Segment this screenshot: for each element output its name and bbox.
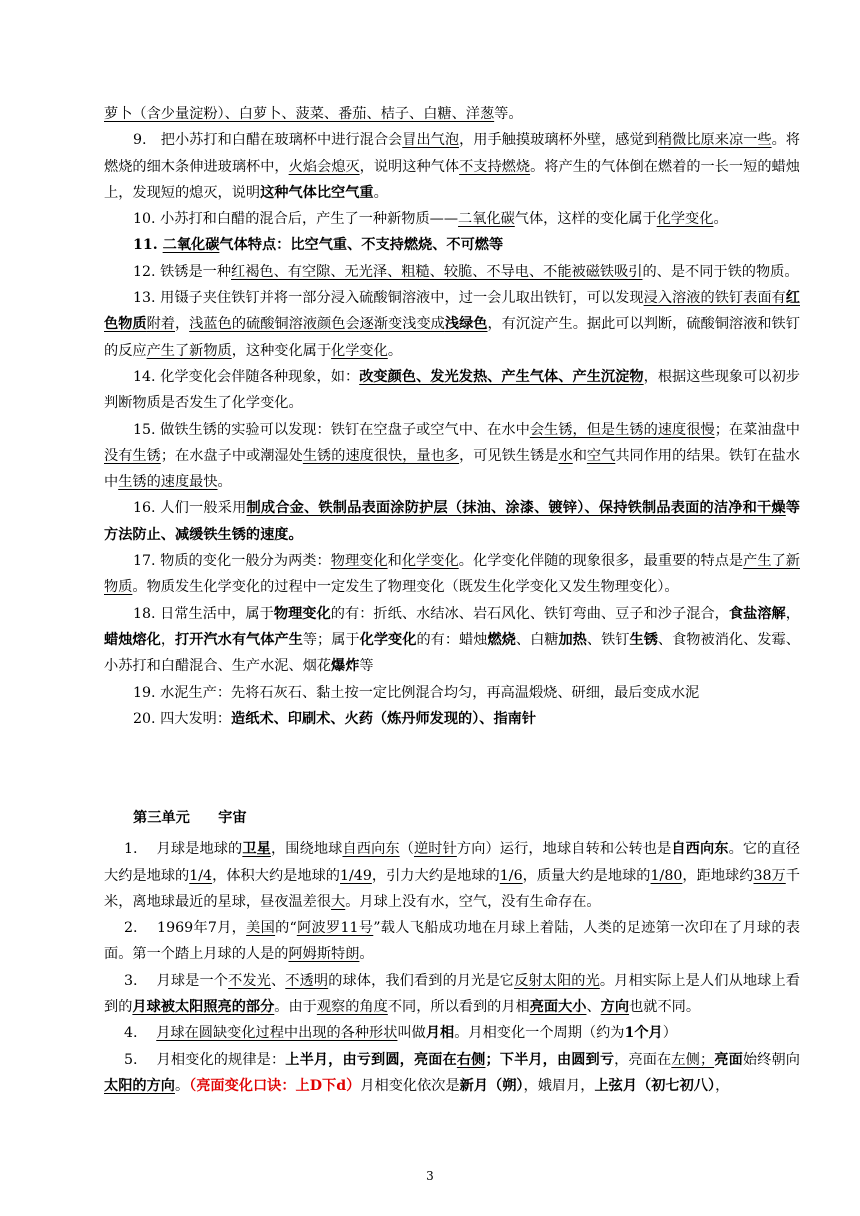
text-segment: 太阳的方向: [104, 1077, 175, 1094]
text-segment: 化学变化: [656, 211, 714, 228]
text-segment: 物理变化: [273, 605, 331, 622]
text-segment: ，: [175, 316, 190, 333]
text-segment: 浅蓝色的硫酸铜溶液颜色会逐渐变浅变成: [189, 316, 445, 333]
text-segment: ；在水盘子中或潮湿处: [160, 447, 303, 464]
text-segment: ；下半月，由圆到亏: [485, 1051, 615, 1068]
text-segment: 。: [373, 184, 388, 201]
text-segment: 新月（朔）: [459, 1077, 524, 1094]
text-segment: 气体，这样的变化属于: [514, 211, 657, 228]
text-segment: 。月相实际上是人们从地球上看到的: [104, 972, 800, 1016]
text-segment: 产生了新物质: [104, 553, 800, 596]
paragraph-13: [104, 285, 800, 364]
text-segment: 等；属于: [302, 631, 360, 648]
text-segment: 11.: [133, 237, 163, 254]
paragraph-unit3-3: [104, 968, 800, 1021]
text-segment: ，: [160, 631, 176, 648]
text-segment: 附着: [146, 316, 176, 333]
paragraph-16: [104, 495, 800, 548]
text-segment: ”载人飞船成功地在月球上着陆，人类的足迹第一次印在了月球的表面。第一个踏上月球的人是的: [104, 920, 800, 963]
text-segment: 始终朝向: [742, 1051, 800, 1068]
text-segment: 14. 化学变化会伴随各种现象，如：: [133, 368, 360, 385]
paragraph-20: [104, 706, 800, 732]
paragraph-unit3-4: [104, 1020, 800, 1046]
text-segment: 食盐溶解: [728, 605, 786, 622]
text-segment: 。: [713, 211, 728, 228]
text-segment: 1/4: [189, 867, 213, 884]
text-segment: ，根据这些现象可以初步判断物质是否发生了化学变化。: [104, 368, 800, 412]
text-segment: 生锈的速度最快: [118, 474, 218, 491]
text-segment: 1. 月球是地球的: [124, 841, 243, 858]
paragraph-17: [104, 548, 800, 601]
text-segment: 化学变化: [331, 342, 388, 359]
text-segment: 加热: [558, 631, 587, 648]
text-segment: ，围绕地球: [270, 841, 343, 858]
paragraph-14: [104, 364, 800, 417]
paragraph-10: [104, 206, 800, 232]
text-segment: 的球体，我们看到的月光是它: [328, 972, 515, 989]
text-segment: 。月球上没有水，空气，没有生命存在。: [345, 893, 601, 910]
text-segment: 。物质发生化学变化的过程中一定发生了物理变化（既发生化学变化又发生物理变化）。: [132, 579, 679, 596]
text-segment: 1/49: [340, 867, 372, 884]
text-segment: ，有沉淀产生。据此可以判断，硫酸铜溶液和铁钉的反应: [104, 316, 800, 359]
text-segment: 和: [387, 553, 402, 570]
text-segment: 方向）运行，地球自转和公转也是: [456, 841, 672, 858]
text-segment: 的有：蜡烛: [416, 631, 488, 648]
text-segment: ，距地球约: [682, 867, 754, 884]
text-segment: 逆时针: [413, 841, 457, 858]
section-heading: 第三单元 宇宙: [133, 810, 247, 826]
unit3-content: [104, 805, 800, 1099]
text-segment: 不同，所以看到的月相: [387, 999, 530, 1016]
text-segment: 卫星: [242, 841, 271, 858]
text-segment: 1个月: [624, 1025, 663, 1042]
text-segment: 10. 小苏打和白醋的混合后，产生了一种新物质——: [133, 211, 459, 228]
text-segment: 、白糖: [515, 631, 559, 648]
text-segment: 。将产生的气体倒在燃着的一长一短的蜡烛上，发现短的熄灭，说明: [104, 158, 800, 201]
text-segment: 的有：折纸、水结冰、岩石风化、铁钉弯曲、豆子和沙子混合，: [330, 605, 729, 622]
text-segment: 。: [359, 946, 374, 963]
text-segment: 化学变化: [401, 553, 459, 570]
text-segment: 自西向东: [671, 841, 729, 858]
paragraph-unit3-5: [104, 1047, 800, 1100]
text-segment: 。: [217, 474, 232, 491]
text-segment: 月相: [425, 1025, 455, 1042]
text-segment: 月球被太阳照亮的部分: [132, 999, 275, 1016]
text-segment: 亮面大小: [529, 999, 587, 1016]
text-segment: 阿姆斯特朗: [288, 946, 360, 963]
text-segment: 观察的角度: [316, 999, 388, 1016]
text-segment: 不支持燃烧: [459, 158, 531, 175]
text-segment: 5. 月相变化的规律是：: [124, 1051, 286, 1068]
text-segment: 的“: [275, 920, 297, 937]
text-segment: 不发光: [228, 972, 271, 989]
paragraph-11: [104, 232, 800, 258]
text-segment: 冒出气泡: [402, 132, 460, 149]
text-segment: 。: [387, 342, 403, 359]
text-segment: ）: [662, 1025, 677, 1042]
text-segment: 19. 水泥生产：先将石灰石、黏土按一定比例混合均匀，再高温煅烧、研细，最后变成水泥: [133, 684, 700, 701]
text-segment: 4.: [124, 1025, 157, 1042]
text-segment: 亮面: [714, 1051, 743, 1068]
text-segment: 3. 月球是一个: [124, 972, 229, 989]
text-segment: 、食物被消化、发霉、小苏打和白醋混合、生产水泥、烟花: [104, 631, 800, 675]
text-segment: 浅绿色: [444, 316, 488, 333]
text-segment: 方向: [600, 999, 630, 1016]
text-segment: ，引力大约是地球的: [371, 867, 500, 884]
text-segment: 、: [270, 972, 286, 989]
text-segment: 产生了新物质: [146, 342, 232, 359]
text-segment: 空气: [586, 447, 616, 464]
paragraph-12: [104, 259, 800, 285]
text-segment: 15. 做铁生锈的实验可以发现：铁钉在空盘子或空气中、在水中: [133, 421, 530, 438]
text-segment: 38万: [753, 867, 786, 884]
text-segment: 稍微比原来凉一些: [657, 132, 772, 149]
text-segment: 阿波罗11号: [296, 920, 374, 937]
text-segment: ；在菜油盘中: [714, 421, 800, 438]
text-segment: 没有生锈: [104, 447, 161, 464]
paragraph-18: [104, 601, 800, 680]
text-segment: 大: [331, 893, 346, 910]
paragraph-unit3-1: [104, 836, 800, 915]
text-segment: 等方法防止、减缓铁生锈的速度。: [104, 500, 800, 543]
text-segment: 20. 四大发明：: [133, 710, 232, 727]
text-segment: 等: [359, 658, 374, 675]
text-segment: 生锈: [629, 631, 658, 648]
text-segment: 1/6: [499, 867, 523, 884]
text-segment: 造纸术、印刷术、火药（炼丹师发现的）、指南针: [231, 710, 537, 727]
text-segment: 红褐色、有空隙、无光泽、粗糙、较脆、不导电、不能被磁铁吸引: [231, 263, 643, 280]
text-segment: 右侧: [456, 1051, 486, 1068]
text-segment: 美国: [246, 920, 276, 937]
text-segment: ，用手触摸玻璃杯外壁，感觉到: [459, 132, 658, 149]
text-segment: 改变颜色、发光发热、产生气体、产生沉淀物: [359, 368, 644, 385]
text-segment: 二氧化碳: [458, 211, 515, 228]
text-segment: 萝卜（含少量淀粉）、白萝卜、菠菜、番茄、桔子、白糖、洋葱: [104, 106, 495, 122]
text-segment: 1/80: [650, 867, 683, 884]
text-segment: 爆炸: [331, 658, 360, 675]
text-segment: 火焰会熄灭: [288, 158, 360, 175]
text-segment: 这种气体比空气重: [260, 184, 374, 201]
text-segment: 反射太阳的光: [514, 972, 600, 989]
text-segment: 也就不同。: [629, 999, 701, 1016]
text-segment: 。由于: [274, 999, 317, 1016]
text-segment: 千米，离地球最近的星球，昼夜温差很: [104, 867, 800, 910]
text-segment: 燃烧: [487, 631, 516, 648]
text-segment: 生锈的速度很快，量也多: [302, 447, 460, 464]
paragraph-9: [104, 127, 800, 206]
text-segment: 13. 用镊子夹住铁钉并将一部分浸入硫酸铜溶液中，过一会儿取出铁钉，可以发现: [133, 290, 644, 307]
text-segment: 打开汽水有气体产生: [175, 631, 303, 648]
text-segment: 。化学变化伴随的现象很多，最重要的特点是: [458, 553, 744, 570]
text-segment: ，娥眉月，: [523, 1077, 595, 1094]
text-segment: 左侧；: [671, 1051, 715, 1068]
text-segment: （亮面变化口诀：上D下d）: [189, 1077, 361, 1094]
text-segment: （: [399, 841, 414, 858]
text-segment: 、铁钉: [586, 631, 630, 648]
text-segment: 二氧化碳: [162, 237, 220, 254]
text-segment: ，可见铁生锈是: [459, 447, 559, 464]
text-segment: ，体积大约是地球的: [212, 867, 340, 884]
text-segment: 、: [586, 999, 601, 1016]
text-segment: 水: [558, 447, 573, 464]
text-segment: 2. 1969年7月，: [124, 920, 247, 937]
text-segment: ，亮面在: [614, 1051, 672, 1068]
text-segment: 不透明: [285, 972, 329, 989]
text-segment: ，: [715, 1077, 730, 1094]
text-segment: 共同作用的结果。铁钉在盐水中: [104, 447, 800, 491]
text-segment: ，说明这种气体: [359, 158, 460, 175]
text-segment: 16. 人们一般采用: [133, 500, 247, 517]
text-segment: ，质量大约是地球的: [522, 867, 651, 884]
text-segment: 上弦月（初七初八）: [594, 1077, 716, 1094]
page-number: 3: [426, 1169, 434, 1183]
text-segment: ，这种变化属于: [231, 342, 332, 359]
paragraph-continuation: [104, 101, 800, 127]
text-segment: 。月相变化一个周期（约为: [454, 1025, 625, 1042]
text-segment: 月相变化依次是: [360, 1077, 460, 1094]
text-segment: 等。: [494, 106, 523, 122]
text-segment: 。将燃烧的细木条伸进玻璃杯中，: [104, 132, 800, 175]
text-segment: 9. 把小苏打和白醋在玻璃杯中进行混合会: [133, 132, 403, 149]
text-segment: 12. 铁锈是一种: [133, 263, 232, 280]
text-segment: 蜡烛熔化: [104, 631, 161, 648]
text-segment: 和: [572, 447, 587, 464]
text-segment: 上半月，由亏到圆，亮面在: [285, 1051, 457, 1068]
text-segment: 浸入溶液的铁钉表面有: [643, 290, 786, 307]
text-segment: 月球在圆缺变化过程中出现的各种形状: [156, 1025, 398, 1042]
text-segment: 制成合金、铁制品表面涂防护层（抹油、涂漆、镀锌）、保持铁制品表面的洁净和干燥: [246, 500, 786, 517]
paragraph-unit3-2: [104, 915, 800, 968]
text-segment: 化学变化: [359, 631, 417, 648]
text-segment: 气体特点：比空气重、不支持燃烧、不可燃等: [219, 237, 504, 254]
paragraph-19: [104, 680, 800, 706]
text-segment: 物理变化: [330, 553, 388, 570]
text-segment: 叫做: [397, 1025, 426, 1042]
text-segment: 17. 物质的变化一般分为两类：: [133, 553, 331, 570]
text-segment: ，: [785, 605, 800, 622]
text-segment: 红色物质: [104, 290, 800, 333]
text-segment: 18. 日常生活中，属于: [133, 605, 274, 622]
paragraph-15: [104, 417, 800, 496]
text-segment: 的、是不同于铁的物质。: [642, 263, 799, 280]
text-segment: 自西向东: [342, 841, 400, 858]
text-segment: 。它的直径大约是地球的: [104, 841, 800, 884]
text-segment: 。: [174, 1077, 190, 1094]
text-segment: 会生锈，但是生锈的速度很慢: [529, 421, 715, 438]
unit2-content: [104, 101, 800, 732]
